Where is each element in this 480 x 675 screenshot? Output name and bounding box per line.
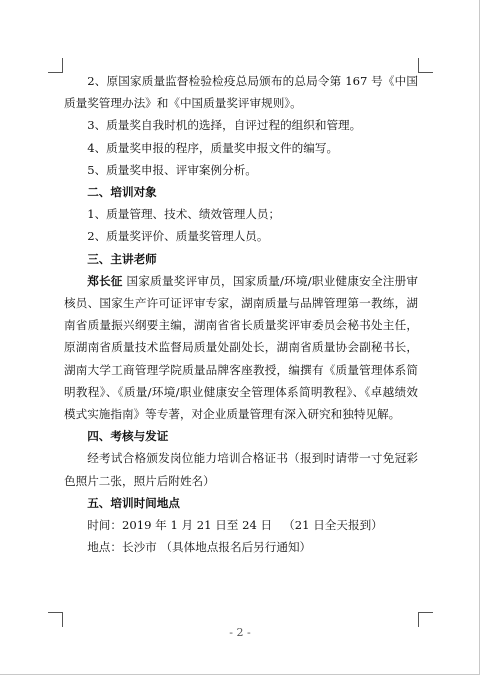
lecturer-bio-paragraph xyxy=(64,270,418,425)
crop-mark-top-right xyxy=(418,58,433,73)
crop-mark-top-left xyxy=(48,58,63,73)
list-item: 4、质量奖申报的程序，质量奖申报文件的编写。 xyxy=(87,140,339,155)
list-item: 1、质量管理、技术、绩效管理人员； xyxy=(87,207,281,222)
training-time: 时间：2019 年 1 月 21 日至 24 日 （21 日全天报到） xyxy=(87,518,383,533)
training-place: 地点：长沙市 （具体地点报名后另行通知） xyxy=(87,540,312,555)
list-item: 2、质量奖评价、质量奖管理人员。 xyxy=(87,229,269,244)
page-number: - 2 - xyxy=(229,626,251,639)
certification-text: 经考试合格颁发岗位能力培训合格证书（报到时请带一寸免冠彩色照片二张，照片后附姓名） xyxy=(64,451,418,488)
crop-mark-bottom-right xyxy=(418,612,433,627)
list-item: 2、原国家质量监督检验检疫总局颁布的总局令第 167 号《中国质量奖管理办法》和《中国质量奖评审规则》。 xyxy=(64,74,418,111)
document-body xyxy=(64,70,418,558)
section-heading-audience: 二、培训对象 xyxy=(87,185,157,200)
lecturer-bio: 国家质量奖评审员，国家质量/环境/职业健康安全注册审核员、国家生产许可证评审专家，湖南质量与品牌管理第一教练，湖南省质量振兴纲要主编，湖南省省长质量奖评审委员会秘书处主任，原湖南省质量技术监督局质量处副处长，湖南省质量协会副秘书长，湖南大学工商管理学院质量品牌客座教授，编撰有《质量管理体系简明教程》、《质量/环境/职业健康安全管理体系简明教程》、《卓越绩效模式实施指南》等专著，对企业质量管理有深入研究和独特见解。 xyxy=(64,273,418,422)
list-item: 3、质量奖自我时机的选择，自评过程的组织和管理。 xyxy=(87,118,362,133)
section-heading-lecturer: 三、主讲老师 xyxy=(87,251,157,266)
lecturer-name: 郑长征 xyxy=(87,273,123,288)
section-heading-time-place: 五、培训时间地点 xyxy=(87,495,180,510)
list-item: 5、质量奖申报、评审案例分析。 xyxy=(87,162,257,177)
section-heading-certification: 四、考核与发证 xyxy=(87,429,169,444)
crop-mark-bottom-left xyxy=(48,612,63,627)
